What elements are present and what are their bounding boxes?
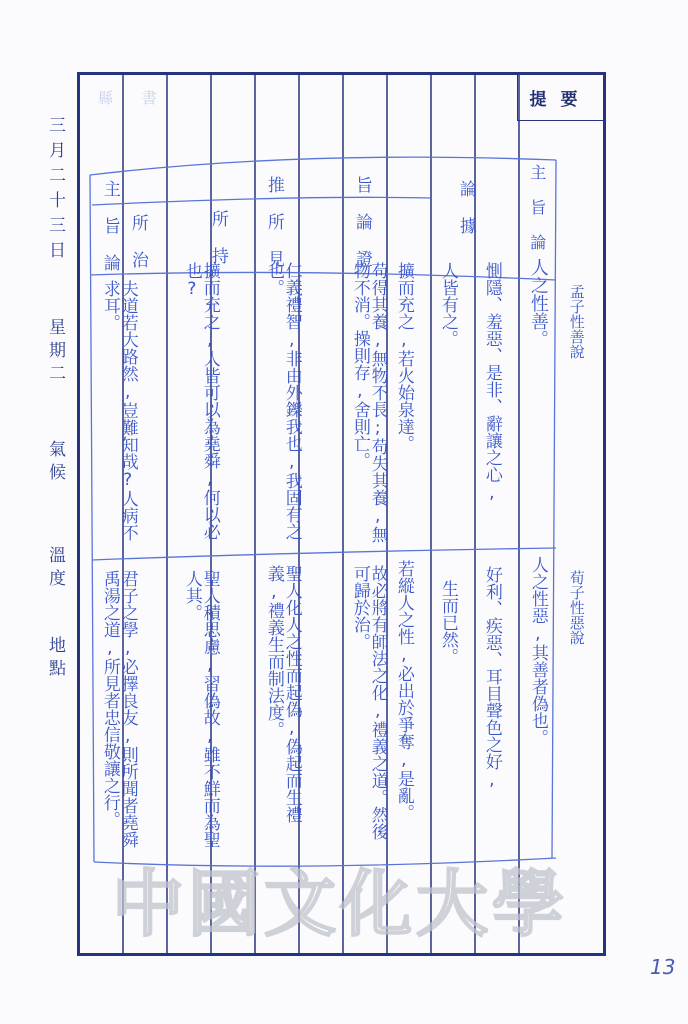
mencius-title: 孟子性善說 — [567, 284, 586, 359]
col4-upper: 苟得其養,無物不長;苟失其養,無物不消。操則存,舍則亡。 — [349, 262, 388, 543]
page-number: 13 — [650, 955, 676, 979]
xunzi-thesis: 人之性惡,其善者偽也。 — [527, 556, 548, 746]
notebook-frame — [77, 72, 606, 956]
col5-upper: 仁義禮智,非由外鑠我也,我固有之也。 — [263, 262, 302, 540]
row-label-lunju: 論 據 — [455, 180, 476, 234]
col3-lower: 若縱人之性,必出於爭奪,是亂。 — [393, 560, 414, 821]
row-label-lunzheng: 旨 論 證 — [351, 176, 372, 267]
faded-stamp: 縣 書 — [98, 89, 169, 107]
col7-lower: 君子之學,必擇良友,則所聞者堯舜禹湯之道,所見者忠信敬讓之行。 — [99, 570, 138, 848]
col6-upper: 擴而充之,人皆可以為堯舜,何以必也? — [181, 262, 220, 540]
margin-weekday: 星期二 — [45, 318, 65, 387]
col3-upper: 擴而充之,若火始泉達。 — [393, 262, 414, 452]
header-title: 提要 — [517, 75, 603, 121]
col1-upper: 惻隱、羞惡、是非、辭讓之心, — [481, 262, 502, 503]
row-label-zhuzhi: 主 旨 論 — [99, 180, 120, 271]
col7-upper: 夫道若大路然,豈難知哉?人病不求耳。 — [99, 280, 138, 541]
row-label-suochi: 所 持 — [207, 210, 228, 264]
margin-location: 地點 — [45, 636, 65, 682]
col6-lower: 聖人積思慮,習偽故,雖不鮮而為聖人其。 — [181, 570, 220, 848]
xunzi-title: 荀子性惡說 — [567, 570, 586, 645]
margin-date: 三月二十三日 — [45, 116, 65, 266]
mencius-thesis: 人之性善。 — [527, 258, 549, 348]
university-watermark: 中國文化大學 — [112, 861, 569, 946]
margin-climate: 氣候 — [45, 440, 65, 486]
col2-upper: 人皆有之。 — [437, 262, 458, 347]
row-label-suojian: 推 所 見 — [263, 176, 284, 267]
row-label-suozhi: 所 治 — [127, 214, 148, 268]
margin-temperature: 溫度 — [45, 546, 65, 592]
col4-lower: 故必將有師法之化,禮義之道。然後可歸於治。 — [349, 565, 388, 840]
row-label-zhulun: 主 旨 論 — [527, 164, 547, 250]
col2-lower: 生而已然。 — [437, 580, 458, 665]
col5-lower: 聖人化人之性而起偽,偽起而生禮義,禮義生而制法度。 — [263, 565, 302, 823]
col1-lower: 好利、疾惡、耳目聲色之好, — [481, 566, 502, 790]
